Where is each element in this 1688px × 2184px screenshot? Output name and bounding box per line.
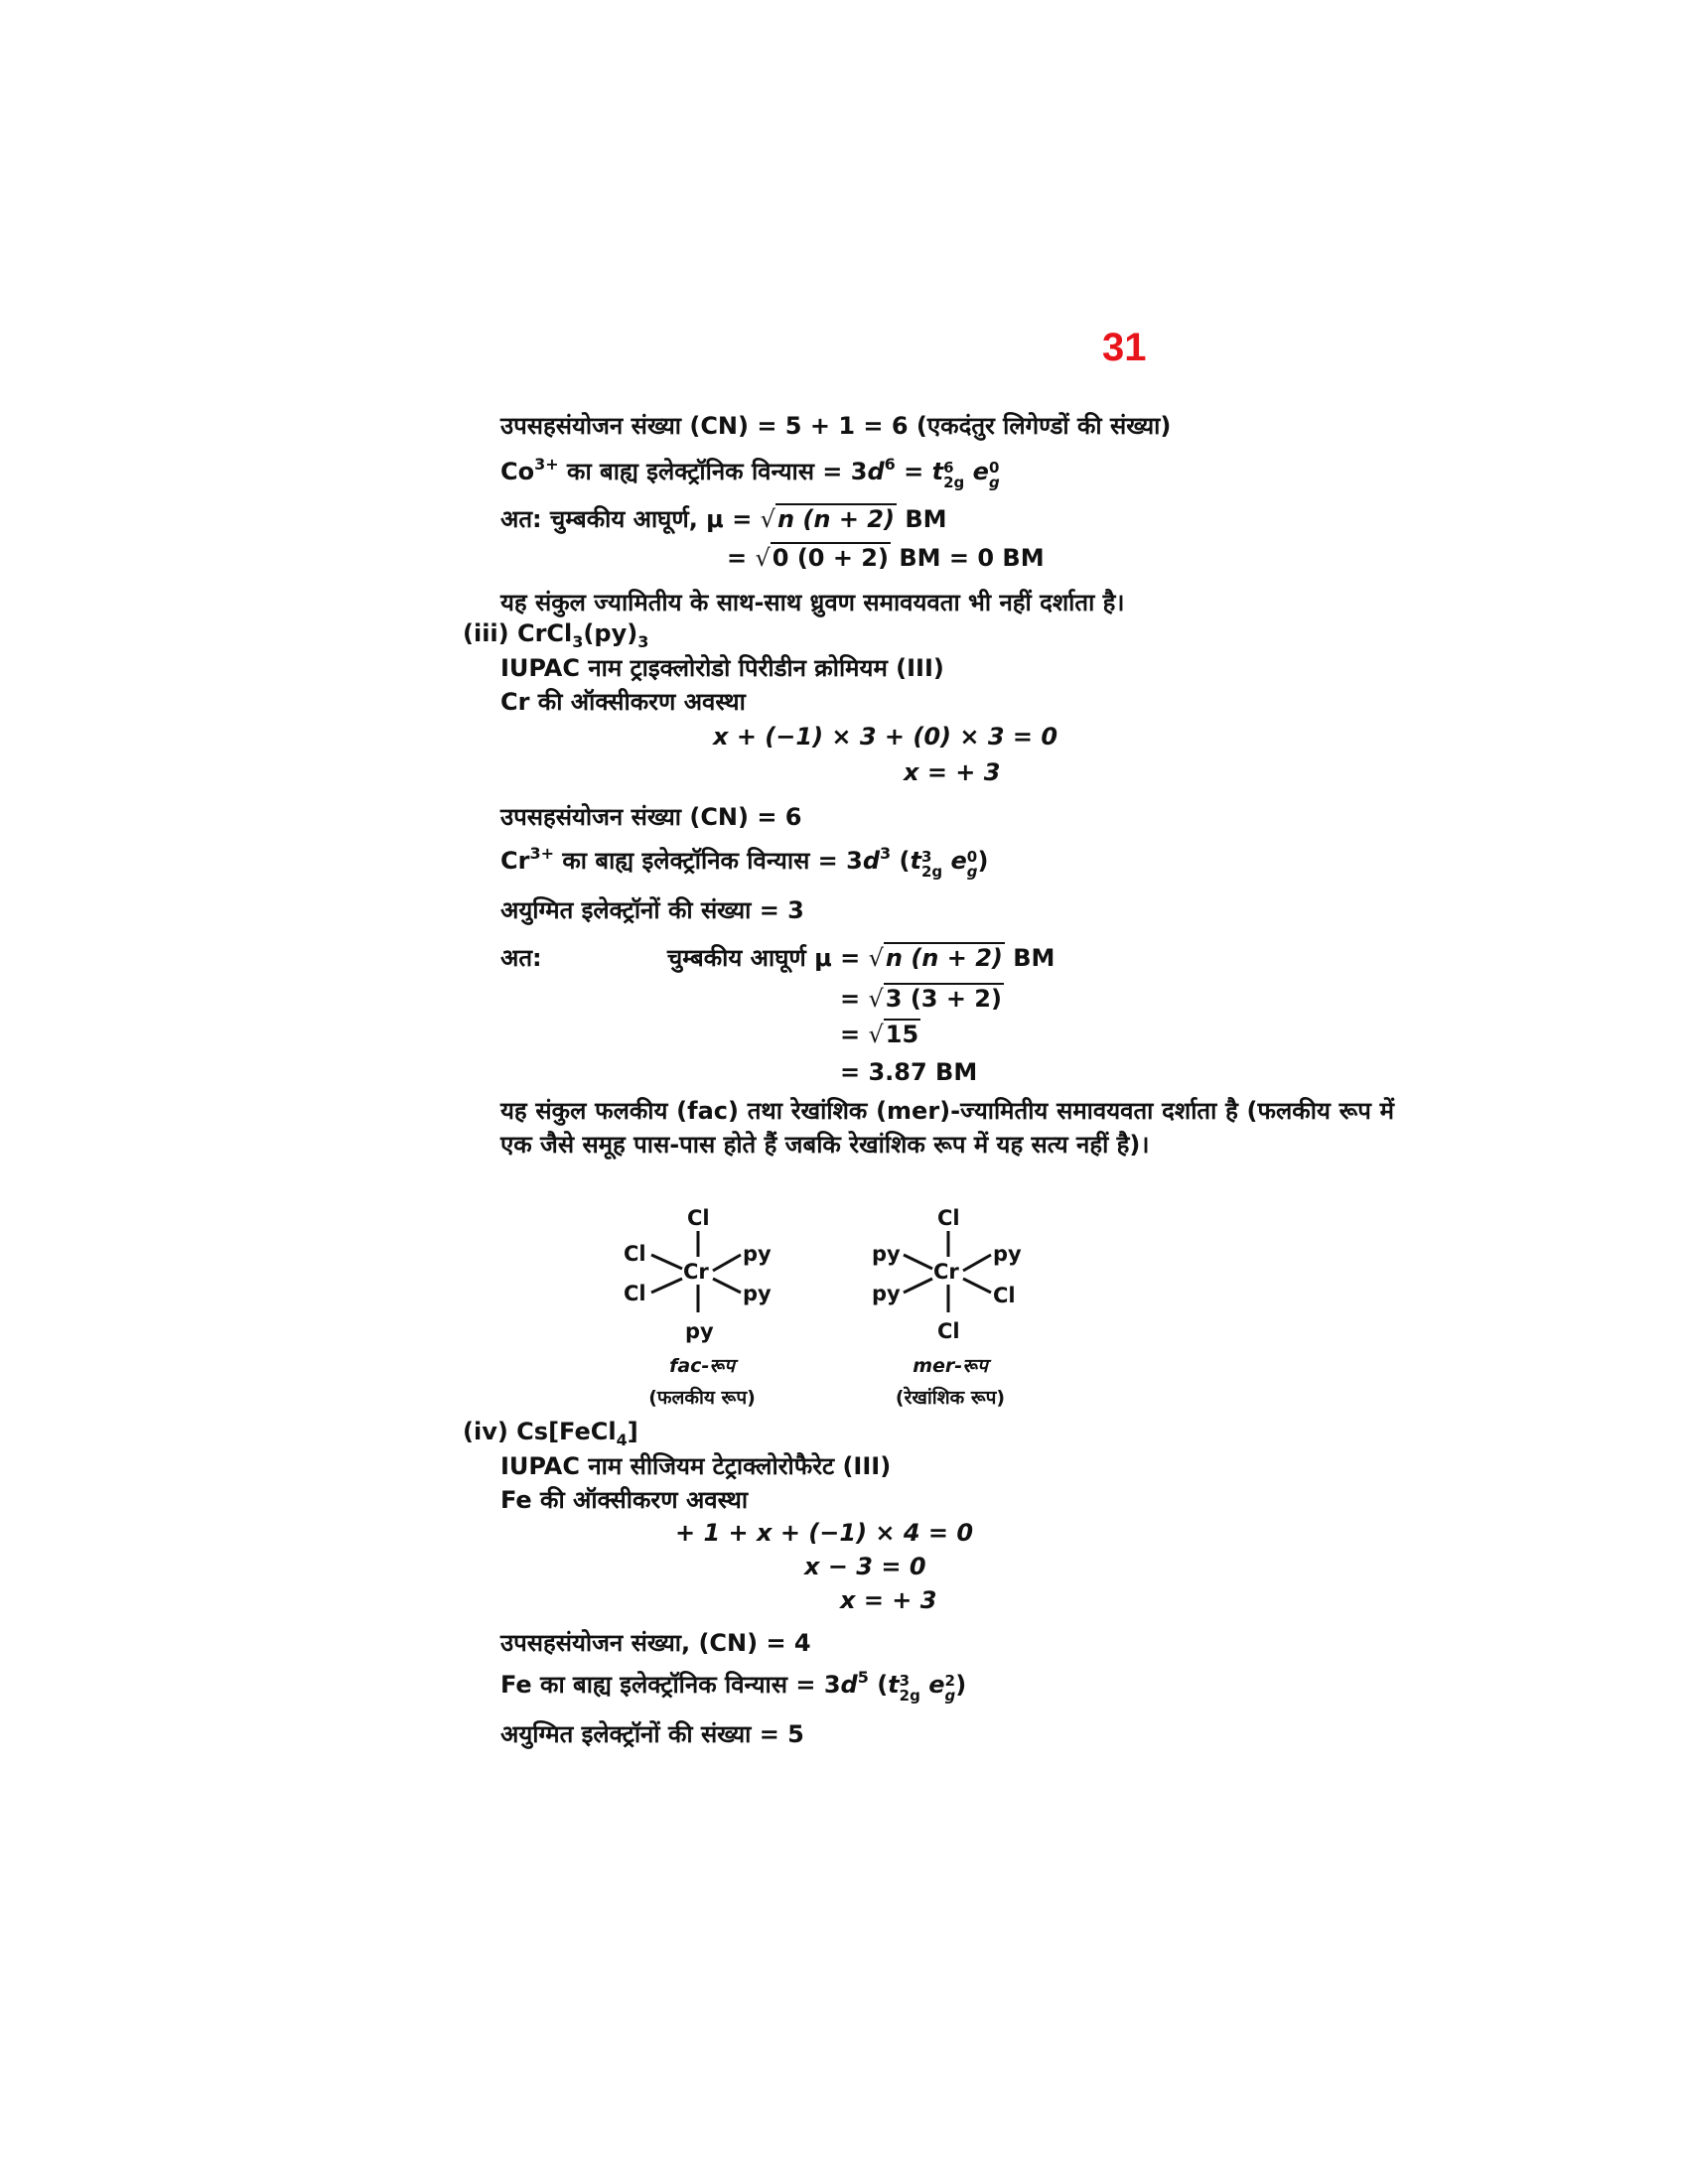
mer-cr-center: Cr <box>933 1260 959 1284</box>
s4-eq2: x − 3 = 0 <box>804 1553 926 1580</box>
fac-caption: fac-रूप (फलकीय रूप) <box>648 1355 756 1409</box>
mer-py-left-upper: py <box>872 1242 901 1266</box>
s3-isomerism-paragraph: यह संकुल फलकीय (fac) तथा रेखांशिक (mer)-ज्यामितीय समावयवता दर्शाता है (फलकीय रूप में एक जैसे समूह पास-पास होते हैं जबकि रेखांशिक रूप में यह सत्य नहीं है)। <box>500 1097 1394 1159</box>
s3-eq1: x + (−1) × 3 + (0) × 3 = 0 <box>713 723 1058 751</box>
s3-cn: उपसहसंयोजन संख्या (CN) = 6 <box>500 803 802 831</box>
fac-isomer-structure <box>618 1201 786 1350</box>
fac-cl-left-lower: Cl <box>624 1282 646 1305</box>
section-iii-heading: (iii) $CrCl_3(py)_3$ <box>463 619 649 651</box>
s3-ox-heading: Cr की ऑक्सीकरण अवस्था <box>500 688 746 716</box>
s3-mu-result: = 3.87 BM <box>840 1058 978 1086</box>
s3-config: $Cr^{3+}$ का बाह्य इलेक्ट्रॉनिक विन्यास = $3d^3$ (t 3 2g e 0 g ) <box>500 844 989 881</box>
s4-ox-heading: Fe की ऑक्सीकरण अवस्था <box>500 1486 749 1514</box>
s3-mu-step2: = √15 <box>840 1021 919 1048</box>
fac-cl-top: Cl <box>687 1206 710 1230</box>
mer-cl-bottom: Cl <box>937 1319 960 1343</box>
cn-line: उपसहसंयोजन संख्या (CN) = 5 + 1 = 6 (एकदंतुर लिगेण्डों की संख्या) <box>500 412 1172 440</box>
s4-config: Fe का बाह्य इलेक्ट्रॉनिक विन्यास = $3d^5$ (t 3 2g e 2 g ) <box>500 1668 967 1705</box>
fac-py-bottom: py <box>685 1319 714 1343</box>
s3-mu-formula: चुम्बकीय आघूर्ण μ = √n (n + 2) BM <box>667 944 1055 972</box>
s4-cn: उपसहसंयोजन संख्या, (CN) = 4 <box>500 1629 811 1657</box>
mer-cl-right-lower: Cl <box>993 1284 1016 1307</box>
s4-iupac: IUPAC नाम सीजियम टेट्राक्लोरोफैरेट (III) <box>500 1452 892 1480</box>
fac-py-right-lower: py <box>743 1282 772 1305</box>
fac-py-right-upper: py <box>743 1242 772 1266</box>
s3-unpaired: अयुग्मित इलेक्ट्रॉनों की संख्या = 3 <box>500 896 804 924</box>
fac-cr-center: Cr <box>683 1260 709 1284</box>
magnetic-moment-formula: अत: चुम्बकीय आघूर्ण, μ = √n (n + 2) BM <box>500 505 947 533</box>
s3-hence: अत: <box>500 944 542 972</box>
s3-eq2: x = + 3 <box>904 758 1001 786</box>
mer-caption: mer-रूप (रेखांशिक रूप) <box>895 1355 1006 1409</box>
magnetic-moment-value: = √0 (0 + 2) BM = 0 BM <box>727 544 1045 572</box>
s4-eq1: + 1 + x + (−1) × 4 = 0 <box>675 1519 974 1547</box>
mer-cl-top: Cl <box>937 1206 960 1230</box>
fac-cl-left-upper: Cl <box>624 1242 646 1266</box>
mer-py-right-upper: py <box>993 1242 1022 1266</box>
mer-py-left-lower: py <box>872 1282 901 1305</box>
section-iv-heading: (iv) Cs[FeCl$_4$] <box>463 1418 638 1449</box>
s4-unpaired: अयुग्मित इलेक्ट्रॉनों की संख्या = 5 <box>500 1720 804 1748</box>
s4-eq3: x = + 3 <box>840 1586 937 1614</box>
isomerism-note: यह संकुल ज्यामितीय के साथ-साथ ध्रुवण समावयवता भी नहीं दर्शाता है। <box>500 589 1125 616</box>
co-config-line: $Co^{3+}$ का बाह्य इलेक्ट्रॉनिक विन्यास = $3d^6 = t$ 6 2g e 0 g <box>500 455 1000 491</box>
mer-isomer-structure <box>866 1201 1035 1350</box>
page-number: 31 <box>1102 326 1147 369</box>
s3-iupac: IUPAC नाम ट्राइक्लोरोडो पिरीडीन क्रोमियम (III) <box>500 654 944 682</box>
s3-mu-step1: = √3 (3 + 2) <box>840 985 1002 1013</box>
